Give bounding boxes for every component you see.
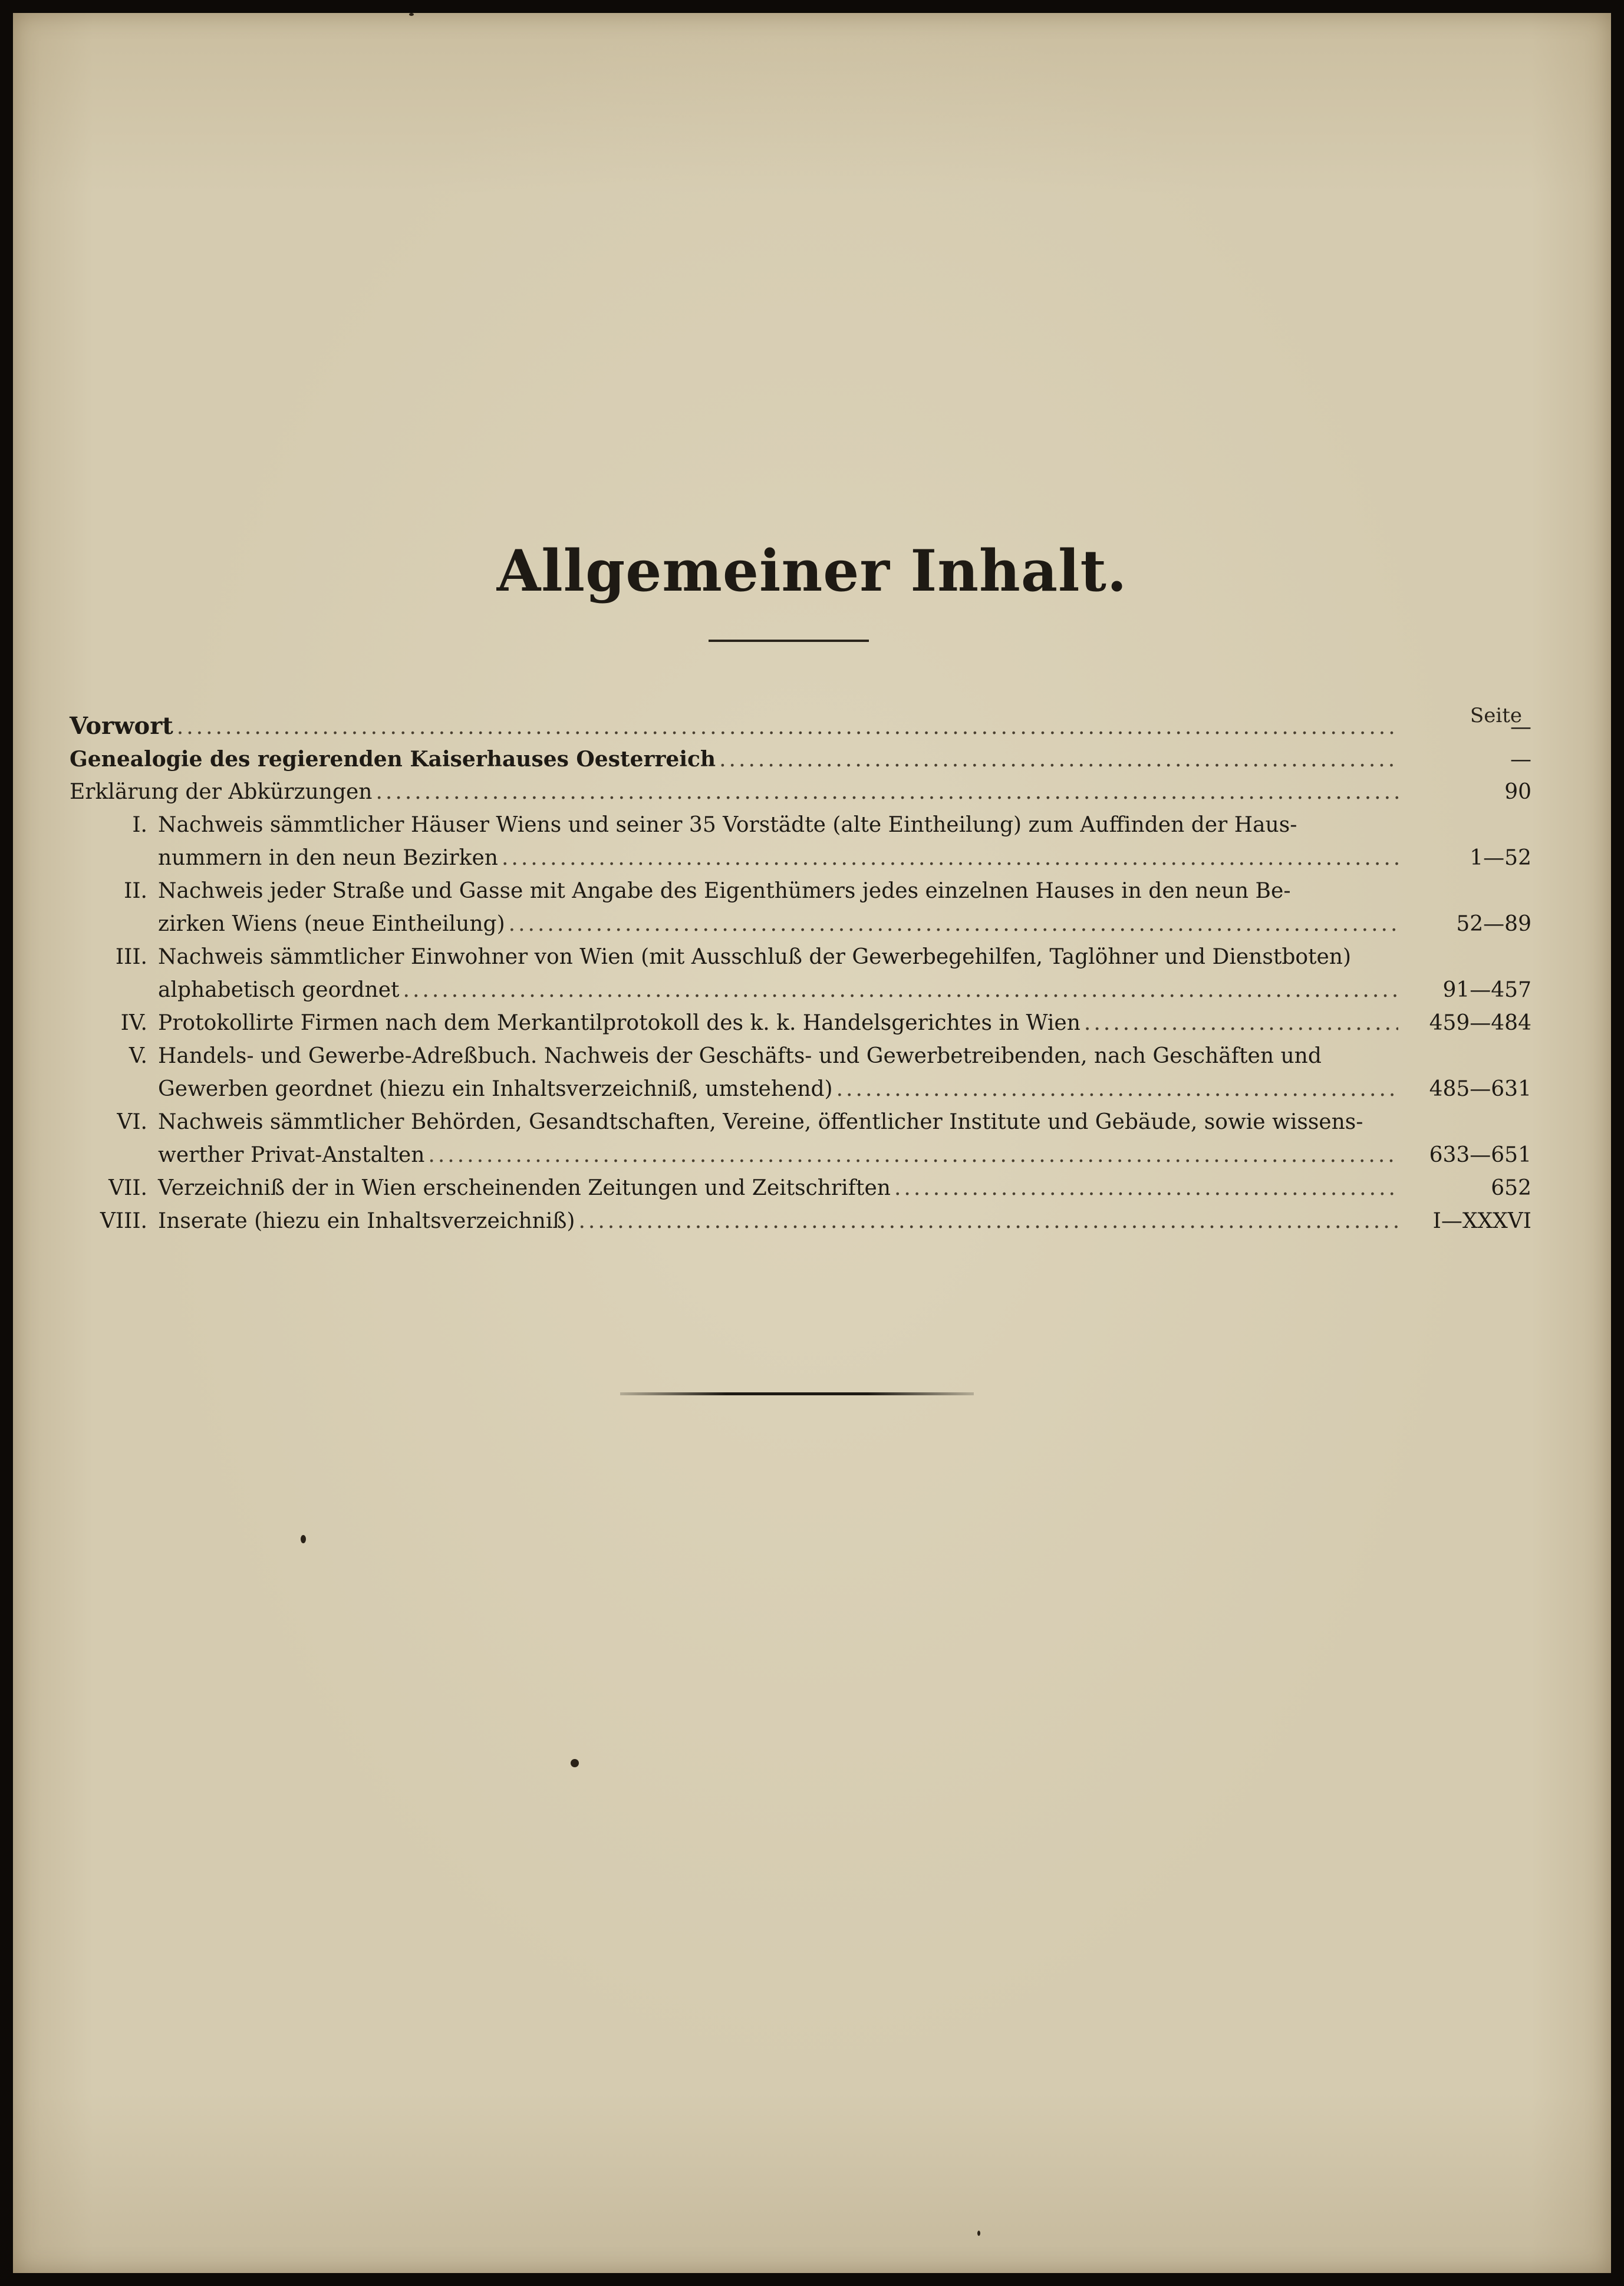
toc-entry-label-cont: nummern in den neun Bezirken <box>158 846 498 870</box>
toc-entry-page: 52—89 <box>1456 912 1531 936</box>
page-title: Allgemeiner Inhalt. <box>496 538 1128 604</box>
toc-entry-label: Nachweis sämmtlicher Einwohner von Wien (mit Ausschluß der Gewerbegehilfen, Taglöhner und Dienstboten) <box>158 945 1352 969</box>
dot-leader <box>375 776 1398 809</box>
toc-entry-page: I—XXXVI <box>1432 1209 1531 1233</box>
toc-entry-section-7 <box>70 1172 1531 1205</box>
dot-leader <box>403 974 1399 1007</box>
toc-entry-number: II. <box>124 879 147 903</box>
toc-entry-number: VII. <box>108 1176 147 1200</box>
dot-leader <box>894 1172 1398 1205</box>
dot-leader <box>428 1139 1398 1172</box>
page-column-header: Seite <box>1470 704 1522 727</box>
toc-entry-section-5 <box>70 1040 1531 1106</box>
toc-entry-section-2 <box>70 875 1531 941</box>
toc-entry-section-8 <box>70 1205 1531 1238</box>
toc-entry-number: V. <box>129 1044 147 1068</box>
title-rule <box>709 640 869 642</box>
dot-leader <box>578 1205 1398 1238</box>
toc-entry-page: — <box>1510 747 1531 772</box>
dot-leader <box>509 908 1398 941</box>
dot-leader <box>836 1073 1398 1106</box>
toc-entry-section-6 <box>70 1106 1531 1172</box>
toc-entry-label: Nachweis sämmtlicher Behörden, Gesandtschaften, Vereine, öffentlicher Institute und Gebäude, sowie wissens- <box>158 1110 1363 1134</box>
toc-entry-number: VIII. <box>100 1209 147 1233</box>
ink-speck <box>409 13 414 16</box>
toc-entry-vorwort <box>70 710 1531 743</box>
toc-entry-section-4 <box>70 1007 1531 1040</box>
table-of-contents <box>70 710 1531 1238</box>
toc-entry-label: Vorwort <box>70 712 173 740</box>
toc-entry-label-cont: zirken Wiens (neue Eintheilung) <box>158 912 505 936</box>
ink-speck <box>301 1535 306 1543</box>
dot-leader <box>177 711 1398 744</box>
toc-entry-page: 633—651 <box>1429 1143 1531 1167</box>
toc-entry-label-cont: alphabetisch geordnet <box>158 978 400 1002</box>
toc-entry-section-1 <box>70 809 1531 875</box>
toc-entry-page: 91—457 <box>1442 978 1531 1002</box>
toc-entry-page: 459—484 <box>1429 1011 1531 1035</box>
dot-leader <box>502 842 1398 875</box>
toc-entry-label: Protokollirte Firmen nach dem Merkantilprotokoll des k. k. Handelsgerichtes in Wien <box>158 1011 1081 1035</box>
ink-speck <box>977 2231 980 2236</box>
document-page <box>13 13 1611 2273</box>
toc-entry-label: Handels- und Gewerbe-Adreßbuch. Nachweis der Geschäfts- und Gewerbetreibenden, nach Geschäften und <box>158 1044 1322 1068</box>
toc-entry-abkuerzungen <box>70 776 1531 809</box>
toc-entry-label: Verzeichniß der in Wien erscheinenden Zeitungen und Zeitschriften <box>158 1176 891 1200</box>
toc-entry-number: IV. <box>120 1011 147 1035</box>
dot-leader <box>1084 1007 1398 1040</box>
toc-entry-page: 90 <box>1504 780 1531 804</box>
toc-entry-page: 485—631 <box>1429 1077 1531 1101</box>
toc-entry-page: 652 <box>1491 1176 1531 1200</box>
toc-entry-label: Nachweis sämmtlicher Häuser Wiens und seiner 35 Vorstädte (alte Eintheilung) zum Auffinden der Haus- <box>158 813 1297 837</box>
toc-entry-number: III. <box>115 945 147 969</box>
ink-speck <box>571 1759 579 1767</box>
toc-entry-page: 1—52 <box>1470 846 1531 870</box>
dot-leader <box>719 743 1398 776</box>
toc-entry-label: Inserate (hiezu ein Inhaltsverzeichniß) <box>158 1209 575 1233</box>
closing-rule <box>620 1392 974 1395</box>
toc-entry-number: VI. <box>117 1110 147 1134</box>
toc-entry-label-cont: werther Privat-Anstalten <box>158 1143 425 1167</box>
toc-entry-genealogie <box>70 743 1531 776</box>
toc-entry-page: — <box>1510 715 1531 739</box>
toc-entry-label: Erklärung der Abkürzungen <box>70 780 373 804</box>
toc-entry-section-3 <box>70 941 1531 1007</box>
toc-entry-number: I. <box>132 813 147 837</box>
toc-entry-label-cont: Gewerben geordnet (hiezu ein Inhaltsverzeichniß, umstehend) <box>158 1077 833 1101</box>
toc-entry-label: Genealogie des regierenden Kaiserhauses Oesterreich <box>70 747 716 772</box>
toc-entry-label: Nachweis jeder Straße und Gasse mit Angabe des Eigenthümers jedes einzelnen Hauses in den neun Be- <box>158 879 1291 903</box>
